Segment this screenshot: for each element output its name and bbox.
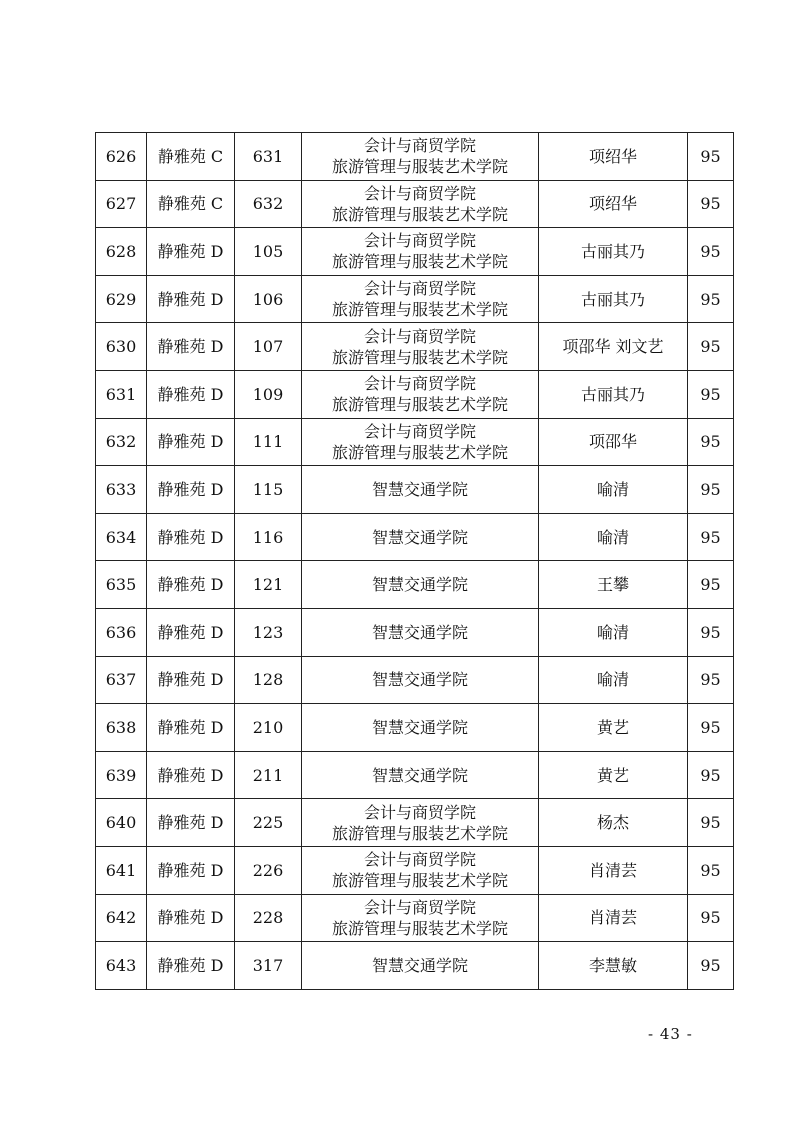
row-number-cell: 639 — [96, 751, 147, 799]
building-cell: 静雅苑 D — [147, 846, 235, 894]
building-cell: 静雅苑 D — [147, 513, 235, 561]
college-line: 会计与商贸学院 — [363, 326, 476, 346]
row-number-cell: 626 — [96, 133, 147, 181]
table-row — [96, 561, 734, 609]
college-line: 旅游管理与服装艺术学院 — [331, 395, 508, 415]
row-number-cell: 636 — [96, 608, 147, 656]
room-cell: 116 — [235, 513, 302, 561]
inspector-cell: 古丽其乃 — [539, 228, 688, 276]
building-cell: 静雅苑 D — [147, 656, 235, 704]
room-cell: 121 — [235, 561, 302, 609]
college-cell — [302, 751, 539, 799]
room-cell: 111 — [235, 418, 302, 466]
row-number-cell: 633 — [96, 466, 147, 514]
row-number-cell: 642 — [96, 894, 147, 942]
inspector-cell: 古丽其乃 — [539, 370, 688, 418]
score-cell: 95 — [688, 228, 734, 276]
room-cell: 631 — [235, 133, 302, 181]
building-cell: 静雅苑 D — [147, 466, 235, 514]
score-cell: 95 — [688, 466, 734, 514]
inspector-cell: 喻清 — [539, 466, 688, 514]
college-cell — [302, 275, 539, 323]
row-number-cell: 634 — [96, 513, 147, 561]
college-cell — [302, 323, 539, 371]
table-row — [96, 133, 734, 181]
college-line: 旅游管理与服装艺术学院 — [331, 442, 508, 462]
college-cell — [302, 513, 539, 561]
row-number-cell: 628 — [96, 228, 147, 276]
room-cell: 123 — [235, 608, 302, 656]
score-cell: 95 — [688, 275, 734, 323]
room-cell: 210 — [235, 704, 302, 752]
college-line: 会计与商贸学院 — [363, 421, 476, 441]
building-cell: 静雅苑 D — [147, 942, 235, 990]
college-line: 旅游管理与服装艺术学院 — [331, 157, 508, 177]
score-cell: 95 — [688, 751, 734, 799]
building-cell: 静雅苑 C — [147, 180, 235, 228]
inspector-cell: 项绍华 — [539, 180, 688, 228]
inspector-cell: 喻清 — [539, 656, 688, 704]
score-cell: 95 — [688, 370, 734, 418]
score-cell: 95 — [688, 418, 734, 466]
table-row — [96, 513, 734, 561]
table-row — [96, 466, 734, 514]
building-cell: 静雅苑 D — [147, 370, 235, 418]
college-cell — [302, 370, 539, 418]
college-cell — [302, 466, 539, 514]
college-line: 会计与商贸学院 — [363, 850, 476, 870]
college-cell — [302, 894, 539, 942]
college-line: 旅游管理与服装艺术学院 — [331, 252, 508, 272]
building-cell: 静雅苑 D — [147, 608, 235, 656]
college-line: 智慧交通学院 — [371, 527, 468, 547]
college-line: 会计与商贸学院 — [363, 802, 476, 822]
room-cell: 107 — [235, 323, 302, 371]
college-cell — [302, 704, 539, 752]
building-cell: 静雅苑 D — [147, 561, 235, 609]
room-cell: 106 — [235, 275, 302, 323]
building-cell: 静雅苑 D — [147, 275, 235, 323]
college-line: 会计与商贸学院 — [363, 136, 476, 156]
inspector-cell: 肖清芸 — [539, 894, 688, 942]
score-cell: 95 — [688, 656, 734, 704]
room-cell: 228 — [235, 894, 302, 942]
score-cell: 95 — [688, 608, 734, 656]
college-line: 旅游管理与服装艺术学院 — [331, 871, 508, 891]
building-cell: 静雅苑 D — [147, 228, 235, 276]
row-number-cell: 637 — [96, 656, 147, 704]
college-line: 旅游管理与服装艺术学院 — [331, 823, 508, 843]
room-cell: 211 — [235, 751, 302, 799]
table-row — [96, 608, 734, 656]
inspector-cell: 喻清 — [539, 513, 688, 561]
table-row — [96, 656, 734, 704]
row-number-cell: 629 — [96, 275, 147, 323]
score-cell: 95 — [688, 799, 734, 847]
inspector-cell: 项邵华 — [539, 418, 688, 466]
page-number: - 43 - — [648, 1025, 693, 1043]
room-cell: 225 — [235, 799, 302, 847]
table-row — [96, 228, 734, 276]
college-line: 会计与商贸学院 — [363, 897, 476, 917]
score-cell: 95 — [688, 180, 734, 228]
score-cell: 95 — [688, 704, 734, 752]
college-line: 智慧交通学院 — [371, 765, 468, 785]
table-row — [96, 275, 734, 323]
table-row — [96, 180, 734, 228]
college-line: 旅游管理与服装艺术学院 — [331, 300, 508, 320]
room-cell: 115 — [235, 466, 302, 514]
college-line: 智慧交通学院 — [371, 955, 468, 975]
college-cell — [302, 846, 539, 894]
room-cell: 317 — [235, 942, 302, 990]
inspector-cell: 王攀 — [539, 561, 688, 609]
table-row — [96, 418, 734, 466]
score-cell: 95 — [688, 133, 734, 181]
row-number-cell: 630 — [96, 323, 147, 371]
college-line: 旅游管理与服装艺术学院 — [331, 347, 508, 367]
college-line: 会计与商贸学院 — [363, 231, 476, 251]
building-cell: 静雅苑 D — [147, 704, 235, 752]
row-number-cell: 635 — [96, 561, 147, 609]
row-number-cell: 638 — [96, 704, 147, 752]
inspector-cell: 杨杰 — [539, 799, 688, 847]
inspector-cell: 项绍华 — [539, 133, 688, 181]
building-cell: 静雅苑 D — [147, 418, 235, 466]
building-cell: 静雅苑 D — [147, 751, 235, 799]
inspector-cell: 项邵华 刘文艺 — [539, 323, 688, 371]
college-line: 会计与商贸学院 — [363, 279, 476, 299]
college-cell — [302, 418, 539, 466]
college-cell — [302, 656, 539, 704]
row-number-cell: 627 — [96, 180, 147, 228]
score-cell: 95 — [688, 942, 734, 990]
building-cell: 静雅苑 C — [147, 133, 235, 181]
college-cell — [302, 942, 539, 990]
college-line: 智慧交通学院 — [371, 479, 468, 499]
college-line: 会计与商贸学院 — [363, 374, 476, 394]
inspector-cell: 李慧敏 — [539, 942, 688, 990]
score-cell: 95 — [688, 323, 734, 371]
table-row — [96, 942, 734, 990]
college-line: 智慧交通学院 — [371, 622, 468, 642]
room-cell: 128 — [235, 656, 302, 704]
score-cell: 95 — [688, 846, 734, 894]
inspector-cell: 古丽其乃 — [539, 275, 688, 323]
college-cell — [302, 228, 539, 276]
college-cell — [302, 799, 539, 847]
dormitory-score-table — [95, 132, 734, 990]
room-cell: 105 — [235, 228, 302, 276]
table-row — [96, 370, 734, 418]
college-line: 智慧交通学院 — [371, 717, 468, 737]
score-cell: 95 — [688, 513, 734, 561]
row-number-cell: 632 — [96, 418, 147, 466]
college-cell — [302, 561, 539, 609]
inspector-cell: 喻清 — [539, 608, 688, 656]
table-row — [96, 846, 734, 894]
building-cell: 静雅苑 D — [147, 799, 235, 847]
room-cell: 109 — [235, 370, 302, 418]
inspector-cell: 肖清芸 — [539, 846, 688, 894]
inspector-cell: 黄艺 — [539, 704, 688, 752]
row-number-cell: 641 — [96, 846, 147, 894]
table-row — [96, 323, 734, 371]
college-line: 旅游管理与服装艺术学院 — [331, 204, 508, 224]
row-number-cell: 631 — [96, 370, 147, 418]
college-line: 会计与商贸学院 — [363, 183, 476, 203]
score-cell: 95 — [688, 894, 734, 942]
table-row — [96, 704, 734, 752]
room-cell: 632 — [235, 180, 302, 228]
room-cell: 226 — [235, 846, 302, 894]
score-cell: 95 — [688, 561, 734, 609]
table-row — [96, 894, 734, 942]
college-line: 智慧交通学院 — [371, 575, 468, 595]
college-line: 智慧交通学院 — [371, 670, 468, 690]
building-cell: 静雅苑 D — [147, 894, 235, 942]
college-cell — [302, 608, 539, 656]
table-body — [96, 133, 734, 990]
building-cell: 静雅苑 D — [147, 323, 235, 371]
college-cell — [302, 180, 539, 228]
college-cell — [302, 133, 539, 181]
inspector-cell: 黄艺 — [539, 751, 688, 799]
table-row — [96, 799, 734, 847]
table-row — [96, 751, 734, 799]
row-number-cell: 643 — [96, 942, 147, 990]
row-number-cell: 640 — [96, 799, 147, 847]
college-line: 旅游管理与服装艺术学院 — [331, 918, 508, 938]
